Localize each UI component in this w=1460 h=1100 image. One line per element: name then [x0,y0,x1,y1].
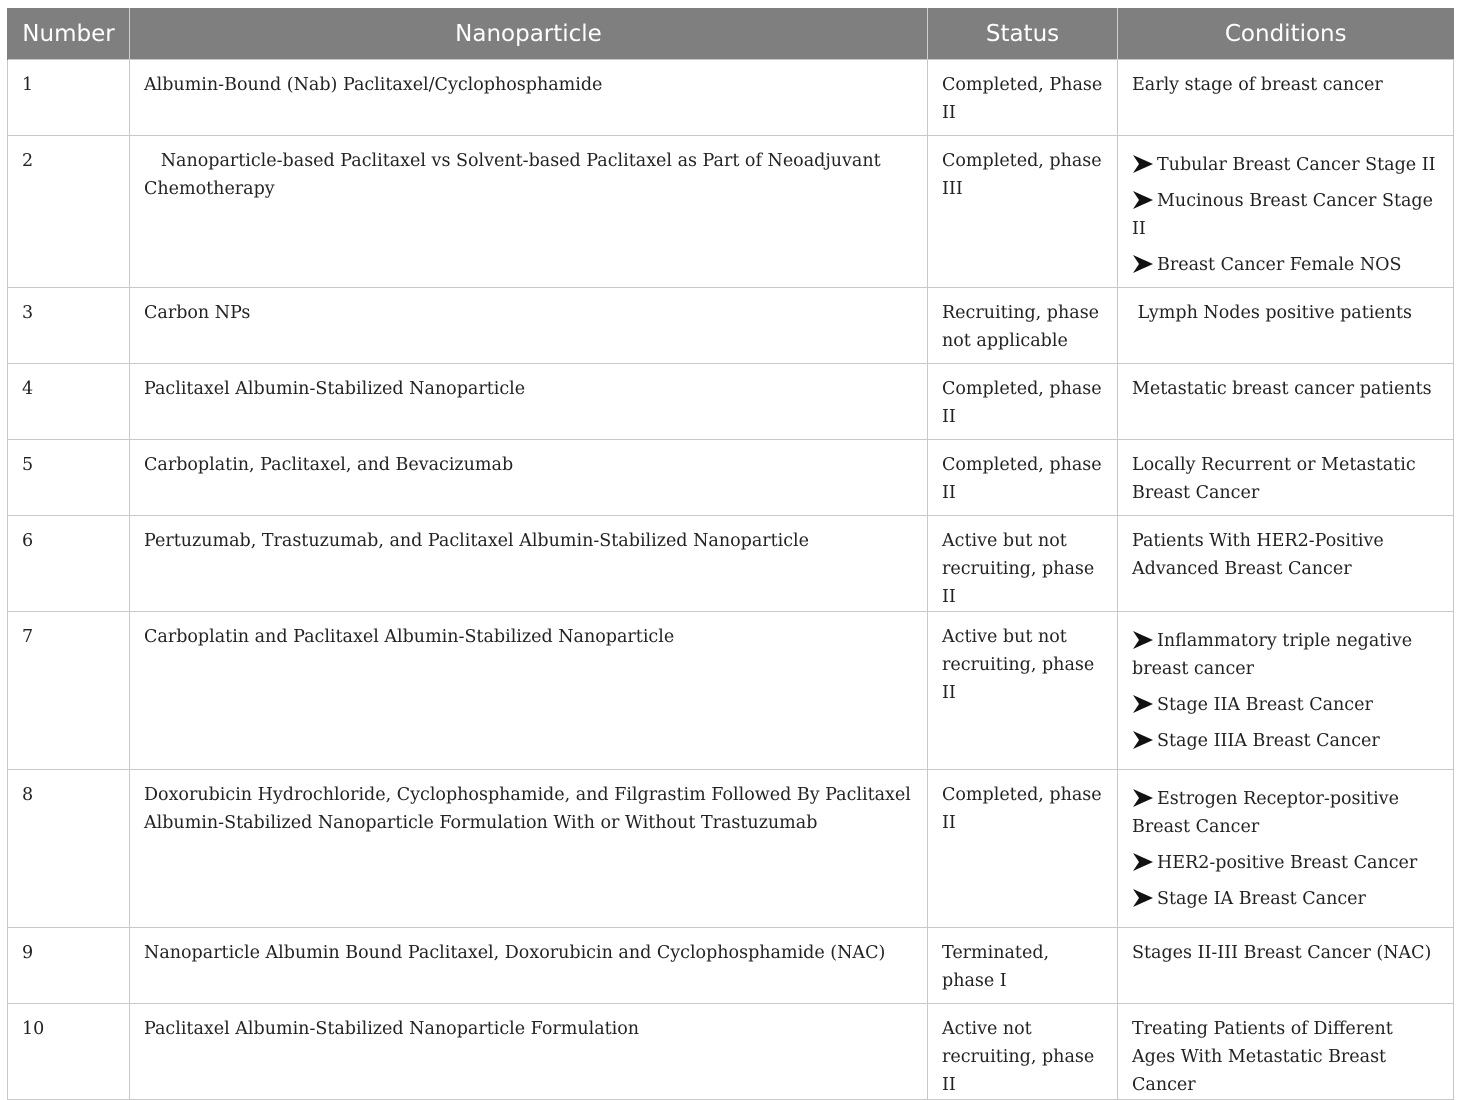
cell-conditions: Treating Patients of Different Ages With Metastatic Breast Cancer [1118,1004,1454,1100]
cell-number: 4 [8,364,130,440]
condition-item [1132,151,1439,179]
cell-status: Terminated, phase I [928,928,1118,1004]
cell-status: Completed, phase III [928,136,1118,288]
condition-text: Stage IIIA Breast Cancer [1157,731,1380,751]
arrowhead-bullet-icon [1132,629,1154,651]
condition-text: Tubular Breast Cancer Stage II [1157,155,1436,175]
condition-item [1132,785,1439,841]
condition-item [1132,251,1439,279]
cell-status: Active not recruiting, phase II [928,1004,1118,1100]
cell-status: Recruiting, phase not applicable [928,288,1118,364]
table-header [8,8,1454,60]
conditions-list [1132,151,1439,279]
cell-number: 3 [8,288,130,364]
cell-number: 6 [8,516,130,612]
condition-text: Estrogen Receptor-positive Breast Cancer [1132,789,1400,837]
header-nanoparticle: Nanoparticle [130,8,928,60]
table-row [8,136,1454,288]
cell-number: 1 [8,60,130,136]
clinical-trials-table [7,8,1454,1100]
arrowhead-bullet-icon [1132,887,1154,909]
arrowhead-bullet-icon [1132,729,1154,751]
condition-item [1132,885,1439,913]
conditions-list [1132,627,1439,755]
header-number: Number [8,8,130,60]
condition-item [1132,691,1439,719]
table-row [8,364,1454,440]
cell-nanoparticle: Albumin-Bound (Nab) Paclitaxel/Cyclophosphamide [130,60,928,136]
cell-nanoparticle: Nanoparticle Albumin Bound Paclitaxel, Doxorubicin and Cyclophosphamide (NAC) [130,928,928,1004]
cell-conditions [1118,770,1454,928]
arrowhead-bullet-icon [1132,693,1154,715]
cell-conditions: Stages II-III Breast Cancer (NAC) [1118,928,1454,1004]
cell-conditions: Lymph Nodes positive patients [1118,288,1454,364]
header-conditions: Conditions [1118,8,1454,60]
arrowhead-bullet-icon [1132,189,1154,211]
header-row [8,8,1454,60]
arrowhead-bullet-icon [1132,253,1154,275]
condition-text: Mucinous Breast Cancer Stage II [1132,191,1433,239]
cell-number: 10 [8,1004,130,1100]
cell-nanoparticle: Paclitaxel Albumin-Stabilized Nanoparticle Formulation [130,1004,928,1100]
condition-text: Inflammatory triple negative breast cancer [1132,631,1413,679]
cell-status: Active but not recruiting, phase II [928,516,1118,612]
cell-status: Completed, phase II [928,364,1118,440]
condition-text: Stage IIA Breast Cancer [1157,695,1373,715]
cell-conditions: Locally Recurrent or Metastatic Breast Cancer [1118,440,1454,516]
arrowhead-bullet-icon [1132,153,1154,175]
condition-item [1132,727,1439,755]
cell-status: Completed, phase II [928,770,1118,928]
cell-nanoparticle: Carbon NPs [130,288,928,364]
table-row [8,928,1454,1004]
cell-nanoparticle: Carboplatin and Paclitaxel Albumin-Stabilized Nanoparticle [130,612,928,770]
condition-item [1132,627,1439,683]
table-row [8,288,1454,364]
cell-status: Completed, Phase II [928,60,1118,136]
condition-item [1132,849,1439,877]
cell-nanoparticle: Paclitaxel Albumin-Stabilized Nanoparticle [130,364,928,440]
cell-status: Active but not recruiting, phase II [928,612,1118,770]
cell-nanoparticle: Doxorubicin Hydrochloride, Cyclophosphamide, and Filgrastim Followed By Paclitaxel Albumin-Stabilized Nanoparticle Formulation With or Without Trastuzumab [130,770,928,928]
clinical-trials-table-container [7,8,1453,1100]
conditions-list [1132,785,1439,913]
cell-status: Completed, phase II [928,440,1118,516]
cell-nanoparticle: Carboplatin, Paclitaxel, and Bevacizumab [130,440,928,516]
table-row [8,516,1454,612]
table-row [8,612,1454,770]
cell-number: 5 [8,440,130,516]
cell-conditions [1118,136,1454,288]
condition-text: Stage IA Breast Cancer [1157,889,1366,909]
cell-conditions: Patients With HER2-Positive Advanced Breast Cancer [1118,516,1454,612]
cell-number: 2 [8,136,130,288]
condition-text: Breast Cancer Female NOS [1157,255,1402,275]
cell-nanoparticle: Nanoparticle-based Paclitaxel vs Solvent-based Paclitaxel as Part of Neoadjuvant Chemotherapy [130,136,928,288]
condition-item [1132,187,1439,243]
table-row [8,440,1454,516]
header-status: Status [928,8,1118,60]
cell-number: 7 [8,612,130,770]
cell-number: 9 [8,928,130,1004]
cell-conditions: Metastatic breast cancer patients [1118,364,1454,440]
arrowhead-bullet-icon [1132,787,1154,809]
cell-conditions: Early stage of breast cancer [1118,60,1454,136]
cell-conditions [1118,612,1454,770]
table-row [8,1004,1454,1100]
table-row [8,60,1454,136]
table-body [8,60,1454,1100]
condition-text: HER2-positive Breast Cancer [1157,853,1418,873]
arrowhead-bullet-icon [1132,851,1154,873]
cell-nanoparticle: Pertuzumab, Trastuzumab, and Paclitaxel Albumin-Stabilized Nanoparticle [130,516,928,612]
cell-number: 8 [8,770,130,928]
table-row [8,770,1454,928]
